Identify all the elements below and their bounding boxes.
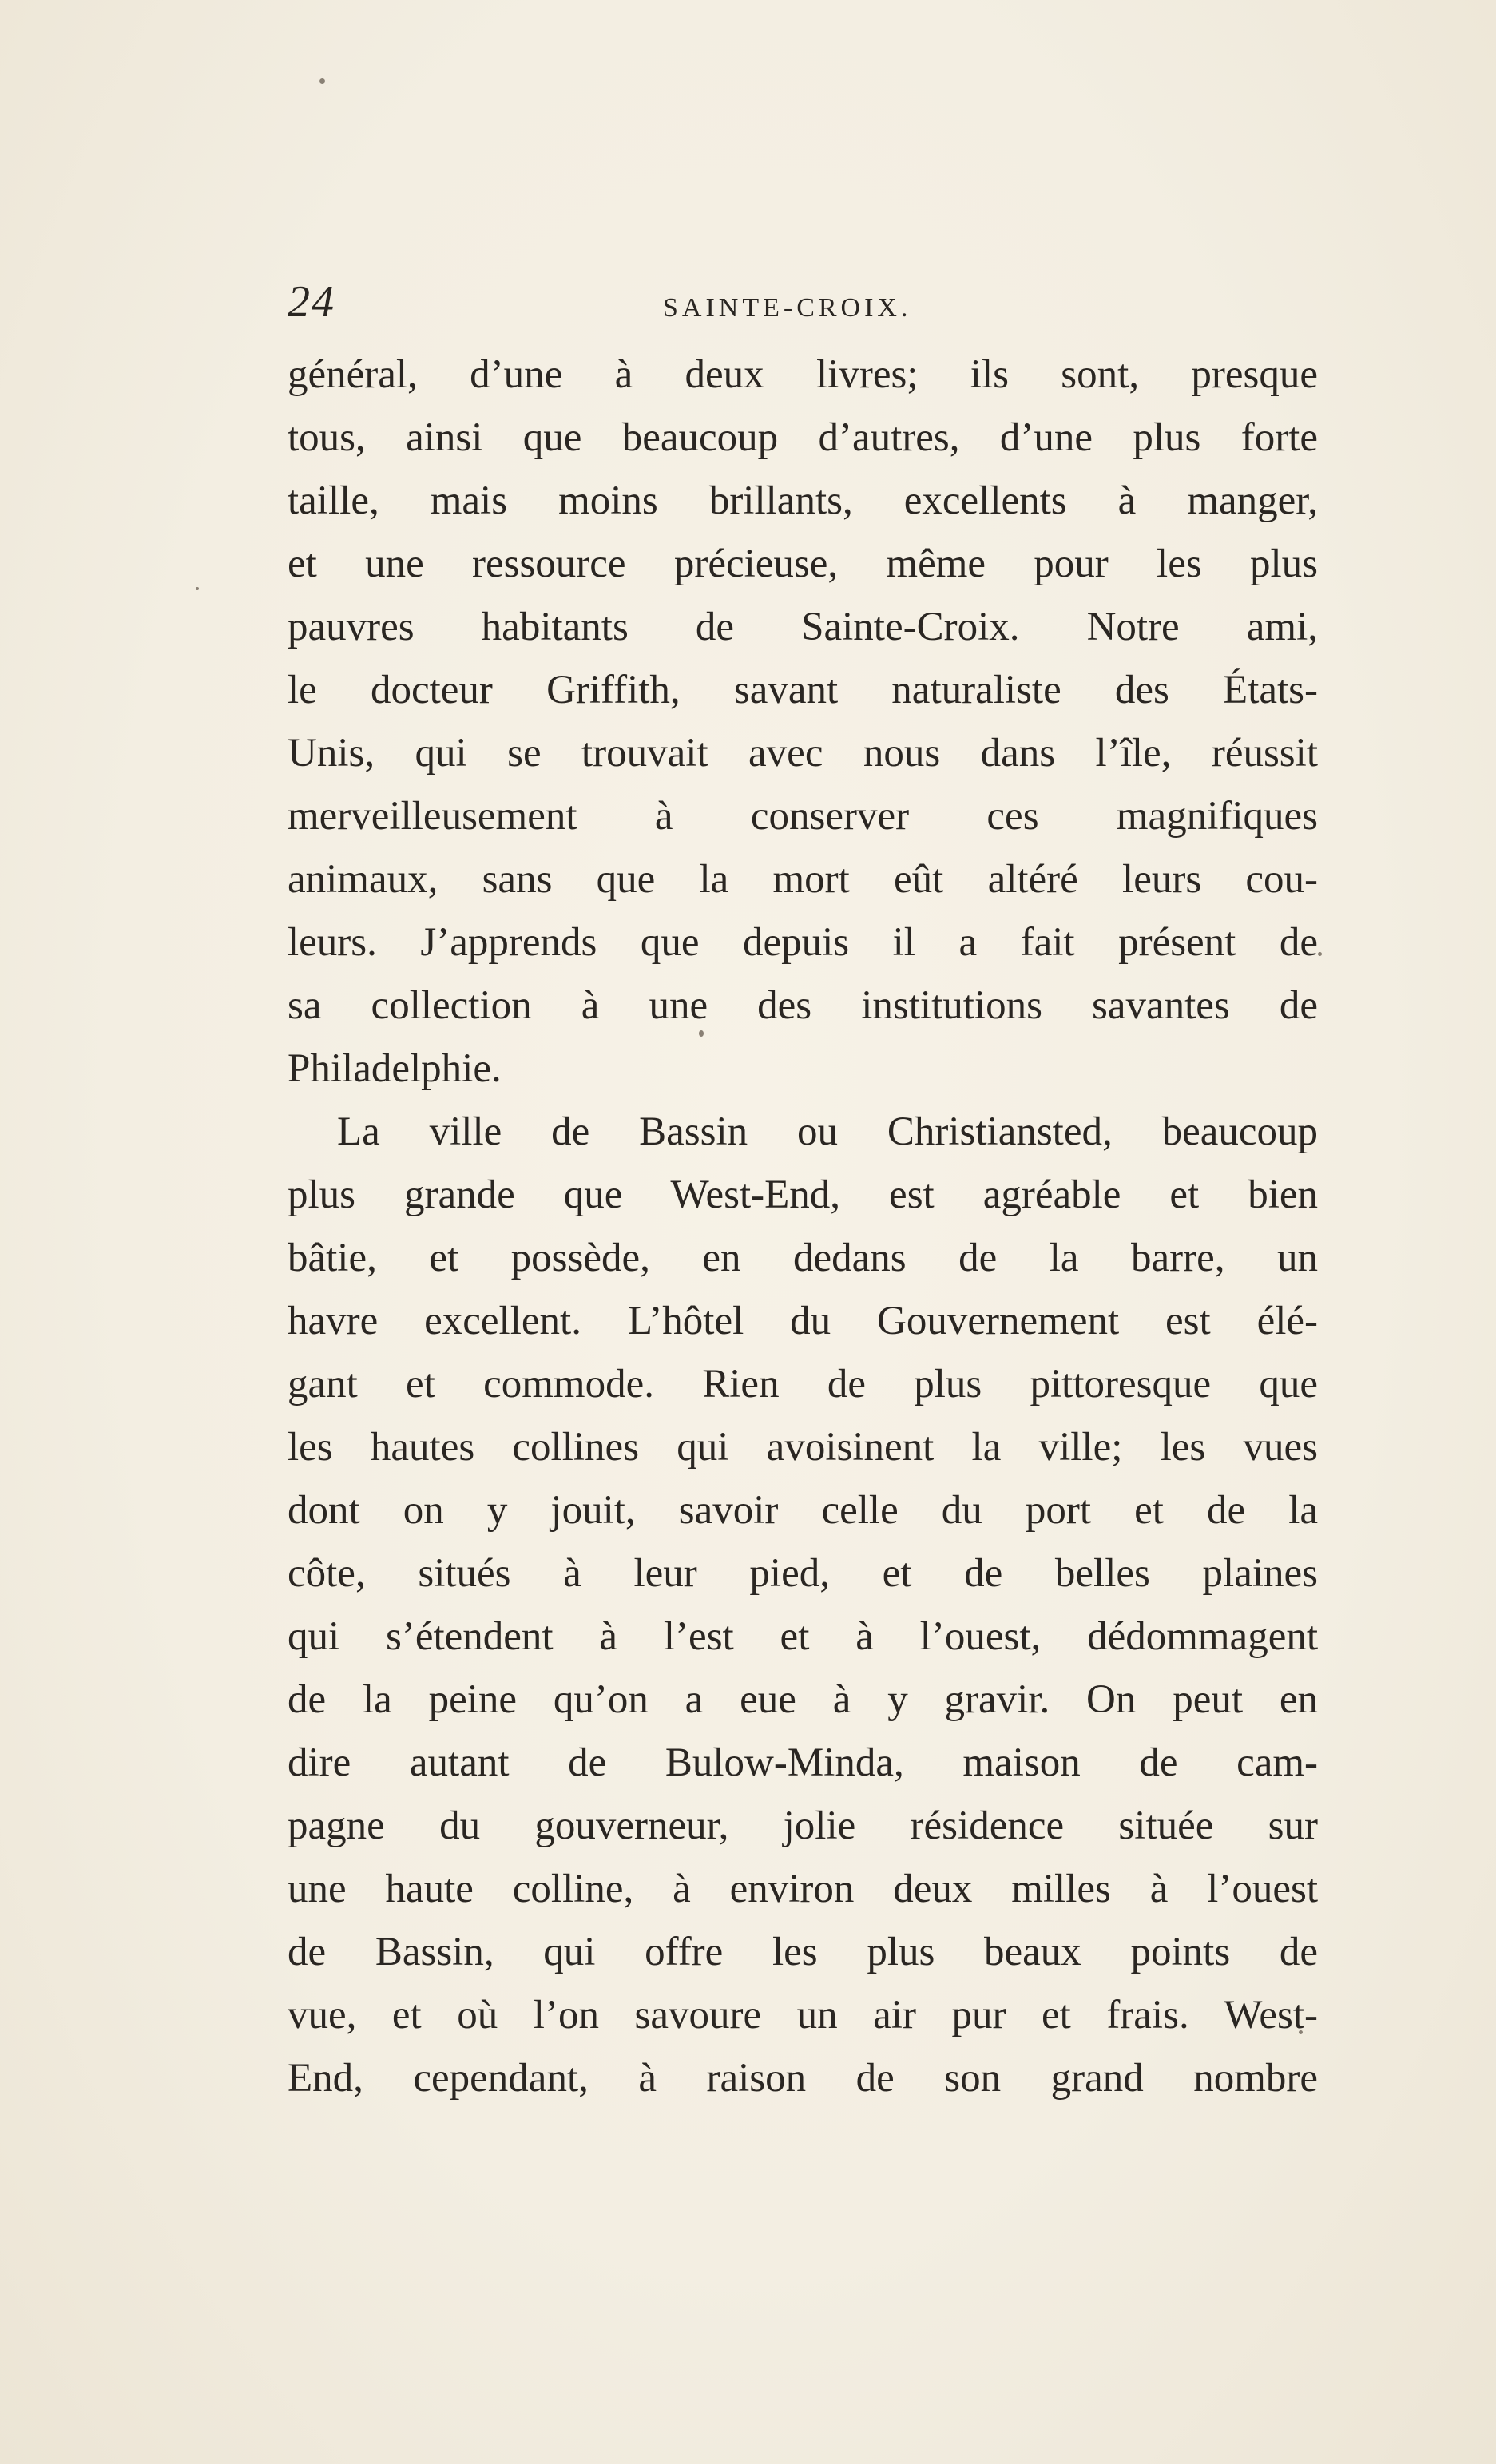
text-line: sa collection à une des institutions savantes de [288, 983, 1318, 1028]
text-line: côte, situés à leur pied, et de belles plaines [288, 1551, 1318, 1596]
text-line: leurs. J’apprends que depuis il a fait présent de [288, 920, 1318, 965]
text-line: dire autant de Bulow-Minda, maison de cam- [288, 1740, 1318, 1785]
text-line: plus grande que West-End, est agréable et bien [288, 1172, 1318, 1217]
running-title: SAINTE-CROIX. [663, 293, 912, 323]
text-line: Unis, qui se trouvait avec nous dans l’île, réussit [288, 731, 1318, 776]
page-number: 24 [288, 277, 335, 327]
text-line: pauvres habitants de Sainte-Croix. Notre ami, [288, 605, 1318, 649]
text-line: vue, et où l’on savoure un air pur et frais. West- [288, 1993, 1318, 2037]
paper-speck [319, 78, 325, 84]
paragraph-start-line: La ville de Bassin ou Christiansted, beaucoup [337, 1109, 1318, 1154]
text-line: le docteur Griffith, savant naturaliste des États- [288, 668, 1318, 712]
text-line: pagne du gouverneur, jolie résidence située sur [288, 1803, 1318, 1848]
paper-speck [1318, 952, 1322, 956]
page-header [288, 270, 1318, 334]
paragraph-end-line: Philadelphie. [288, 1046, 502, 1091]
text-line: de la peine qu’on a eue à y gravir. On peut en [288, 1677, 1318, 1722]
text-line: taille, mais moins brillants, excellents à manger, [288, 478, 1318, 523]
text-line: End, cependant, à raison de son grand nombre [288, 2056, 1318, 2101]
text-line: havre excellent. L’hôtel du Gouvernement est élé- [288, 1299, 1318, 1343]
text-line: animaux, sans que la mort eût altéré leurs cou- [288, 857, 1318, 902]
text-line: général, d’une à deux livres; ils sont, presque [288, 352, 1318, 397]
paper-speck [196, 587, 199, 590]
text-line: une haute colline, à environ deux milles à l’ouest [288, 1867, 1318, 1911]
text-line: dont on y jouit, savoir celle du port et de la [288, 1488, 1318, 1533]
text-line: bâtie, et possède, en dedans de la barre, un [288, 1236, 1318, 1280]
text-line: tous, ainsi que beaucoup d’autres, d’une plus forte [288, 415, 1318, 460]
text-line: qui s’étendent à l’est et à l’ouest, dédommagent [288, 1614, 1318, 1659]
body-text [288, 343, 1318, 2110]
text-line: et une ressource précieuse, même pour les plus [288, 542, 1318, 586]
text-line: gant et commode. Rien de plus pittoresque que [288, 1362, 1318, 1407]
text-line: de Bassin, qui offre les plus beaux points de [288, 1930, 1318, 1974]
text-line: les hautes collines qui avoisinent la ville; les vues [288, 1425, 1318, 1470]
text-line: merveilleusement à conserver ces magnifiques [288, 794, 1318, 839]
